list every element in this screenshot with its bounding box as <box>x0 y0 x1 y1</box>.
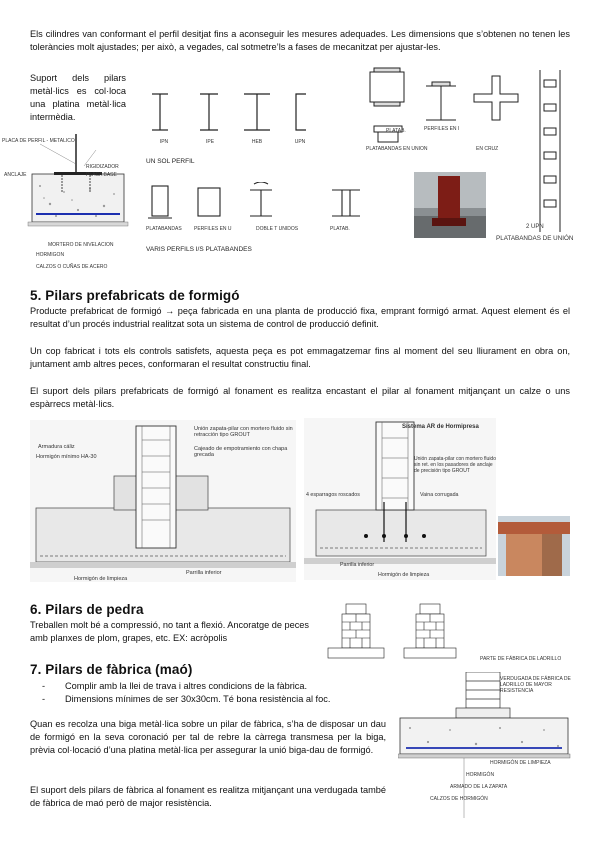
section-7-bullets <box>30 680 390 706</box>
section-5-p2: Un cop fabricat i tots els controls satisfets, aquesta peça es pot emmagatzemar fins al moment del seu lliurament en obra on, juntament amb altres peces, conformaran el resultat constructiu final. <box>30 346 570 369</box>
compound-label-3: DOBLE T UNIDOS <box>256 226 299 232</box>
label-calzos: CALZOS O CUÑAS DE ACERO <box>36 264 108 270</box>
stone-pillars-diagram <box>322 598 476 664</box>
studs-label-parrilla: Parrilla inferior <box>340 562 375 568</box>
brick-label-verdugada: VERDUGADA DE FÁBRICA DE LADRILLO DE MAYOR RESISTENCIA <box>500 676 571 694</box>
section-5-p3: El suport dels pilars prefabricats de formigó al fonament es realitza encastant el pilar al fonament mitjançant un calze o uns espàrrecs metàl·lics. <box>30 386 570 409</box>
compound-label-1: PLATABANDAS <box>146 226 182 232</box>
precast-label-parrilla: Parrilla inferior <box>186 570 222 576</box>
compound-col-label-4: EN CRUZ <box>476 146 499 152</box>
compound-profiles-diagram <box>146 182 372 230</box>
label-hormigon: HORMIGON <box>36 252 65 258</box>
brick-label-limpieza: HORMIGÓN DE LIMPIEZA <box>490 760 551 766</box>
section-7-bullet-1: - Complir amb la llei de trava i altres condicions de la fàbrica. <box>30 680 390 693</box>
label-placa: PLACA DE PERFIL - METALICO <box>2 138 75 144</box>
profile-label-ipe: IPE <box>205 139 215 145</box>
intro-paragraph: Els cilindres van conformant el perfil desitjat fins a aconseguir les mesures adequades. Les dimensions que s’obtenen no tenen les toleràncies molt ajustades; per això, a vegades, cal sotmetre’ls a fases de mecanitzat per ajustar-les. <box>30 29 570 52</box>
label-mortero: MORTERO DE NIVELACION <box>48 242 114 248</box>
label-anclaje: ANCLAJE <box>4 172 27 178</box>
compound-profile-caption: VARIS PERFILS I/S PLATABANDES <box>146 246 252 253</box>
section-6-text: Treballen molt bé a compressió, no tant a flexió. Ancoratge de peces amb planxes de plom, grapes, etc. EX: acròpolis <box>30 620 310 643</box>
laced-column-label: 2 UPN <box>526 224 544 230</box>
compound-col-label-3: PLATAB. <box>386 128 406 134</box>
precast-label-hormigon: Hormigón mínimo HA-30 <box>36 454 97 460</box>
section-7-bullet-2: - Dimensions mínimes de ser 30x30cm. Té bona resistència al foc. <box>30 693 390 706</box>
section-7-p2: El suport dels pilars de fàbrica al fonament es realitza mitjançant una verdugada també de fàbrica de maó però de major resistència. <box>30 785 386 808</box>
section-6-title: 6. Pilars de pedra <box>30 602 144 617</box>
section-7-p1: Quan es recolza una biga metàl·lica sobre un pilar de fàbrica, s’ha de disposar un dau de formigó en la seva coronació per tal de rebre la càrrega transmesa per la biga, prèvia col·locació d’una platina metàl·lica per assegurar la unió biga-dau de formigó. <box>30 719 386 755</box>
steel-base-diagram <box>26 134 130 270</box>
studs-label-vaina: Vaina corrugada <box>420 492 459 498</box>
section-5-title: 5. Pilars prefabricats de formigó <box>30 288 240 303</box>
label-placa-base: PLACA BASE <box>86 172 117 178</box>
single-profile-caption: UN SOL PERFIL <box>146 158 195 165</box>
precast-label-union: Unión zapata-pilar con mortero fluido sin retracción tipo GROUT <box>194 426 293 438</box>
brick-label-calzos: CALZOS DE HORMIGÓN <box>430 796 488 802</box>
compound-columns-diagram <box>364 66 524 156</box>
section-7-title: 7. Pilars de fàbrica (maó) <box>30 662 193 677</box>
precast-label-cajeado: Cajeado de empotramiento con chapa grecada <box>194 446 288 458</box>
profile-label-upn: UPN <box>294 139 306 145</box>
precast-label-limpieza: Hormigón de limpieza <box>74 576 128 582</box>
compound-col-label-1: PLATABANDAS EN UNION <box>366 146 428 152</box>
studs-label-esparragos: 4 esparragos roscados <box>306 492 360 498</box>
precast-label-armadura: Armadura cáliz <box>38 444 75 450</box>
profile-label-ipn: IPN <box>159 139 169 145</box>
brick-label-hormigon: HORMIGÓN <box>466 772 495 778</box>
studs-title: Sistema AR de Hormipresa <box>402 424 479 430</box>
steel-column-photo <box>414 172 486 238</box>
laced-column-diagram <box>530 68 570 234</box>
studs-label-union: Unión zapata-pilar con mortero fluido sin ret. en los pasadores de anclaje de precisión tipo GROUT <box>414 456 496 474</box>
brick-fig-title: PARTE DE FÁBRICA DE LADRILLO <box>480 656 562 662</box>
label-rigidizador: RIGIDIZADOR <box>86 164 119 170</box>
compound-label-2: PERFILES EN U <box>194 226 232 232</box>
precast-studs-diagram <box>304 418 496 580</box>
compound-col-label-2: PERFILES EN I <box>424 126 460 132</box>
section-5-p1: Producte prefabricat de formigó → peça fabricada en una planta de producció fixa, emprant formigó armat. Aquest element és el resultat d’un procés industrial realitzat sota un sistema de control de producció definit. <box>30 306 570 329</box>
brick-label-armado: ARMADO DE LA ZAPATA <box>450 784 508 790</box>
laced-column-caption: PLATABANDAS DE UNIÓN <box>496 235 574 242</box>
profile-label-heb: HEB <box>251 139 263 145</box>
compound-label-4: PLATAB. <box>330 226 350 232</box>
studs-label-limpieza: Hormigón de limpieza <box>378 572 430 578</box>
steel-support-text: Suport dels pilars metàl·lics es col·loca una platina metàl·lica intermèdia. <box>30 73 126 122</box>
precast-column-photo <box>498 516 570 576</box>
